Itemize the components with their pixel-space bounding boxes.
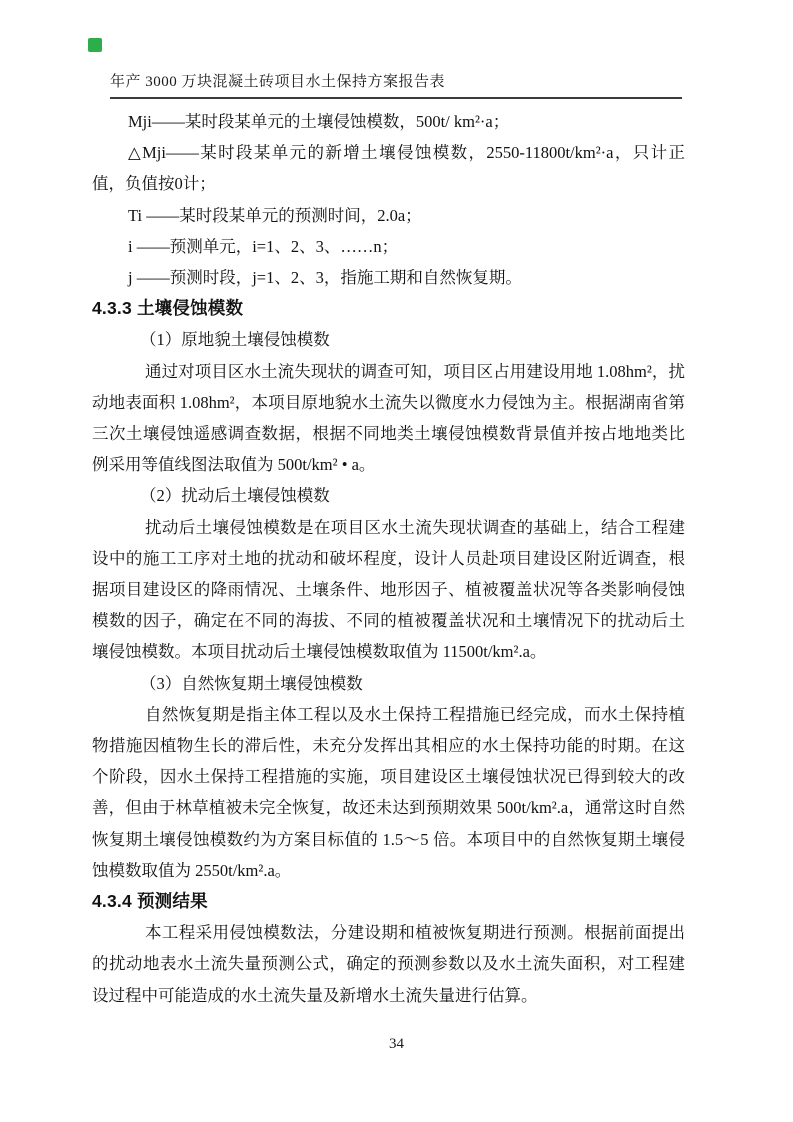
paragraph-disturbed: 扰动后土壤侵蚀模数是在项目区水土流失现状调查的基础上，结合工程建设中的施工工序对土地的扰动和破坏程度，设计人员赴项目建设区附近调查，根据项目建设区的降雨情况、土壤条件、地形因子、植被覆盖状况等各类影响侵蚀模数的因子，确定在不同的海拔、不同的植被覆盖状况和土壤情况下的扰动后土壤侵蚀模数。本项目扰动后土壤侵蚀模数取值为 11500t/km².a。	[92, 517, 685, 662]
page-footer	[0, 1036, 793, 1053]
subsection-title-disturbed: （2）扰动后土壤侵蚀模数	[140, 486, 330, 506]
section-heading-4-3-3: 4.3.3 土壤侵蚀模数	[92, 298, 244, 319]
green-marker-icon	[88, 38, 102, 52]
page-header	[110, 70, 682, 99]
paragraph-original-landform: 通过对项目区水土流失现状的调查可知，项目区占用建设用地 1.08hm²，扰动地表面积 1.08hm²，本项目原地貌水土流失以微度水力侵蚀为主。根据湖南省第三次土壤侵蚀遥感调查数据，根据不同地类土壤侵蚀模数背景值并按占地地类比例采用等值线图法取值为 500t/km² • a。	[92, 361, 685, 475]
paragraph-prediction-result: 本工程采用侵蚀模数法，分建设期和植被恢复期进行预测。根据前面提出的扰动地表水土流失量预测公式，确定的预测参数以及水土流失面积，对工程建设过程中可能造成的水土流失量及新增水土流失量进行估算。	[92, 923, 685, 1005]
definition-line-mji: Mji——某时段某单元的土壤侵蚀模数，500t/ km²·a；	[128, 112, 510, 131]
paragraph-natural-recovery: 自然恢复期是指主体工程以及水土保持工程措施已经完成，而水土保持植物措施因植物生长的滞后性，未充分发挥出其相应的水土保持功能的时期。在这个阶段，因水土保持工程措施的实施，项目建设区土壤侵蚀状况已得到较大的改善，但由于林草植被未完全恢复，故还未达到预期效果 500t/km².a，通常这时自然恢复期土壤侵蚀模数约为方案目标值的 1.5～5 倍。本项目中的自然恢复期土壤侵蚀模数取值为 2550t/km².a。	[92, 704, 685, 880]
definition-line-j: j ——预测时段，j=1、2、3，指施工期和自然恢复期。	[128, 268, 522, 288]
section-heading-4-3-4: 4.3.4 预测结果	[92, 891, 208, 912]
definition-line-ti: Ti ——某时段某单元的预测时间，2.0a；	[128, 205, 422, 225]
definition-line-i: i ——预测单元，i=1、2、3、……n；	[128, 236, 399, 256]
document-body	[92, 106, 685, 1011]
definition-line-delta-mji: △Mji——某时段某单元的新增土壤侵蚀模数，2550-11800t/km²·a，只计正值，负值按0计；	[92, 143, 685, 194]
header-title: 年产 3000 万块混凝土砖项目水土保持方案报告表	[110, 74, 446, 90]
page-number: 34	[389, 1036, 404, 1052]
subsection-title-natural-recovery: （3）自然恢复期土壤侵蚀模数	[140, 673, 363, 693]
subsection-title-original-landform: （1）原地貌土壤侵蚀模数	[140, 330, 330, 350]
